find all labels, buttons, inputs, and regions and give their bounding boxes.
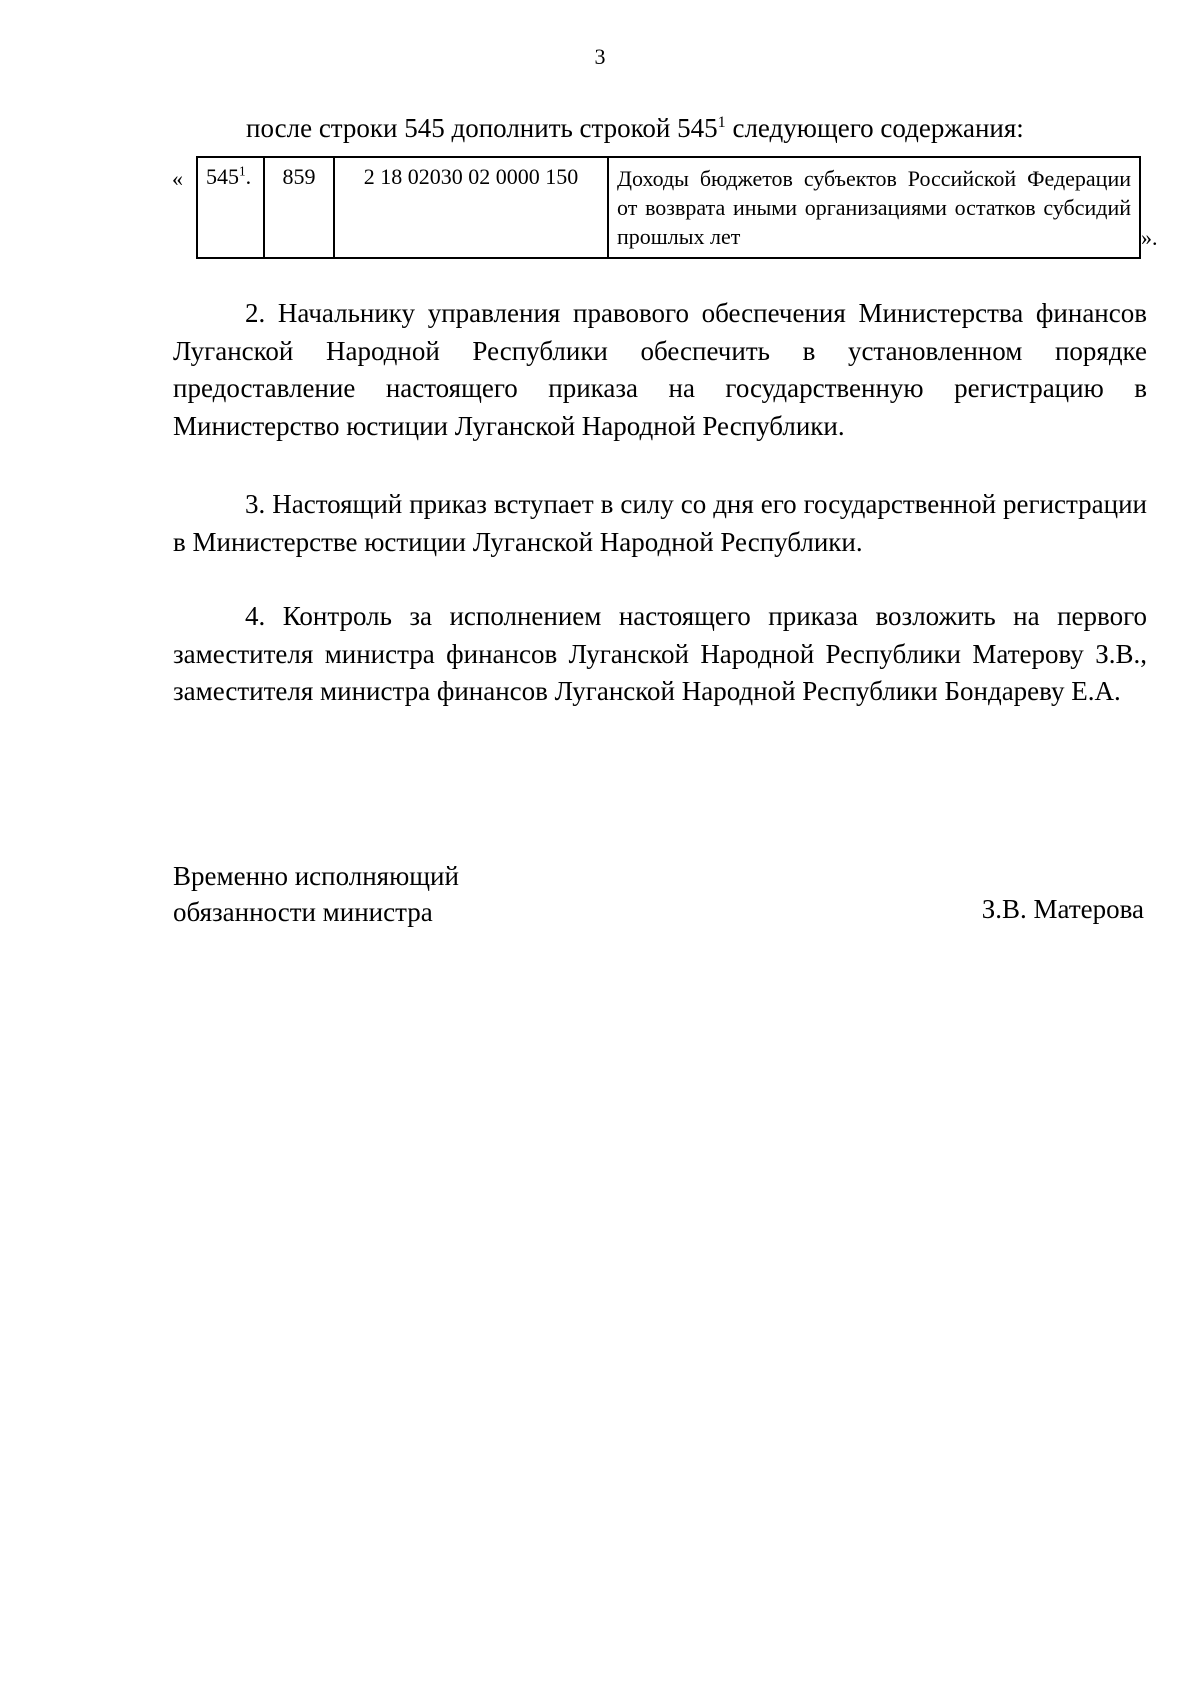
row-number-suffix: .	[245, 164, 252, 189]
paragraph-3: 3. Настоящий приказ вступает в силу со дня его государственной регистрации в Министерстве юстиции Луганской Народной Республики.	[173, 489, 1147, 557]
signatory-title	[173, 858, 459, 930]
row-number-superscript: 1	[239, 163, 246, 179]
row-number-cell	[197, 157, 264, 258]
paragraph-4: 4. Контроль за исполнением настоящего приказа возложить на первого заместителя министра финансов Луганской Народной Республики Матерову З.В., заместителя министра финансов Луганской Народной Республики Бондареву Е.А.	[173, 601, 1147, 706]
signatory-title-line2: обязанности министра	[173, 897, 433, 927]
signatory-name: З.В. Матерова	[981, 894, 1144, 924]
intro-superscript: 1	[717, 113, 726, 131]
intro-text: после строки 545 дополнить строкой 545	[246, 113, 718, 143]
quote-close: ».	[1141, 225, 1158, 250]
kbk-code-cell: 2 18 02030 02 0000 150	[334, 157, 608, 258]
admin-code-cell: 859	[264, 157, 334, 258]
signatory-title-line1: Временно исполняющий	[173, 861, 459, 891]
paragraph-2: 2. Начальнику управления правового обеспечения Министерства финансов Луганской Народной Республики обеспечить в установленном порядке предоставление настоящего приказа на государственную регистрацию в Министерство юстиции Луганской Народной Республики.	[173, 298, 1147, 441]
amendment-table	[196, 156, 1141, 259]
intro-text-end: следующего содержания:	[725, 113, 1024, 143]
page-number: 3	[594, 44, 606, 69]
description-cell: Доходы бюджетов субъектов Российской Федерации от возврата иными организациями остатков субсидий прошлых лет	[608, 157, 1140, 258]
amendment-intro	[246, 113, 1024, 144]
row-number: 545	[206, 164, 239, 189]
table-row	[197, 157, 1140, 258]
quote-open: «	[172, 166, 183, 191]
